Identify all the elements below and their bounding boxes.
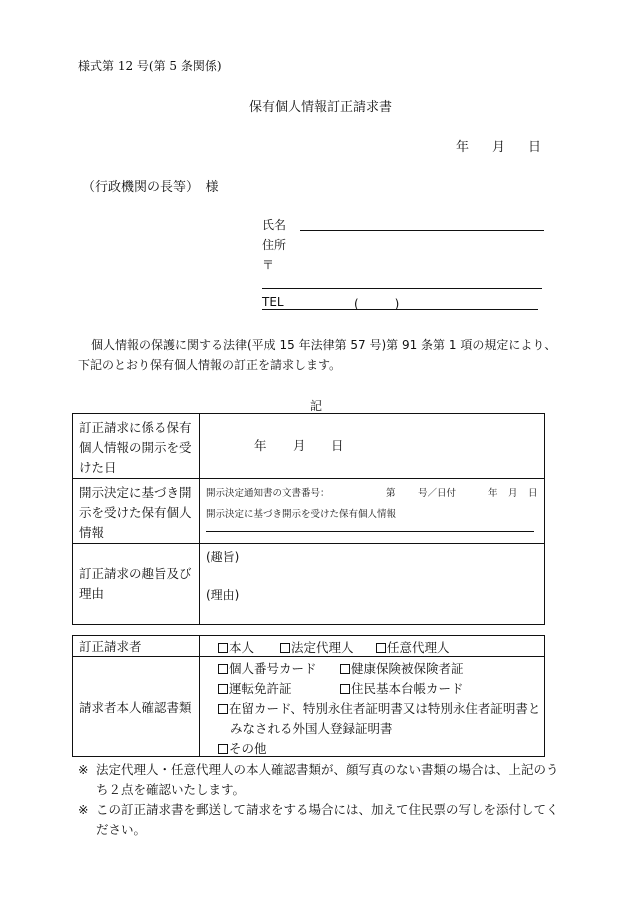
purpose-label: (趣旨) [206, 550, 240, 564]
checkbox-juki[interactable] [340, 684, 350, 694]
checkbox-legal-agent[interactable] [280, 643, 290, 653]
tel-line [262, 309, 538, 310]
disclosed-info-label: 開示決定に基づき開示を受けた保有個人情報 [79, 485, 192, 540]
id-other[interactable]: その他 [218, 739, 267, 757]
table-row [73, 544, 545, 625]
doc-date-year: 年 [488, 488, 498, 499]
requester-options-cell [200, 636, 545, 657]
form-number: 様式第 12 号(第 5 条関係) [78, 59, 222, 73]
date-day: 日 [528, 140, 542, 155]
note-1-line-2: ち２点を確認いたします。 [96, 782, 246, 797]
body-line-1: 個人情報の保護に関する法律(平成 15 年法律第 57 号)第 91 条第 1 項の規定により、 [91, 338, 557, 352]
table-row [73, 479, 545, 544]
name-label: 氏名 [262, 218, 287, 232]
disclosed-info-line [206, 531, 534, 532]
checkbox-self[interactable] [218, 643, 228, 653]
received-date-year: 年 [254, 438, 267, 453]
date-year: 年 [456, 140, 470, 155]
address-label: 住所 [262, 238, 287, 252]
note-2-line-2: ださい。 [96, 822, 147, 837]
doc-date-month: 月 [508, 488, 518, 499]
note-mark-1: ※ [78, 762, 89, 777]
ki-heading: 記 [310, 399, 323, 413]
disclosed-info-label-cell [73, 479, 200, 544]
id-residence-card[interactable]: 在留カード、特別永住者証明書又は特別永住者証明書と [218, 699, 540, 717]
id-docs-cell [200, 657, 545, 757]
checkbox-residence-card[interactable] [218, 704, 228, 714]
page-title: 保有個人情報訂正請求書 [249, 100, 393, 115]
table-row [73, 657, 545, 757]
tel-paren: ( ) [354, 297, 400, 311]
addressee: （行政機関の長等） 様 [82, 180, 219, 195]
option-legal-agent[interactable]: 法定代理人 [280, 638, 354, 656]
checkbox-voluntary-agent[interactable] [376, 643, 386, 653]
doc-number-go-date: 号／日付 [418, 488, 457, 499]
doc-number-dai: 第 [386, 488, 396, 499]
received-date-day: 日 [331, 438, 344, 453]
disclosed-info-sub-label: 開示決定に基づき開示を受けた保有個人情報 [206, 509, 397, 520]
doc-date-day: 日 [528, 488, 538, 499]
checkbox-license[interactable] [218, 684, 228, 694]
request-detail-table [72, 413, 545, 625]
id-docs-label-cell [73, 657, 200, 757]
reason-cell [200, 544, 545, 625]
note-1-line-1: 法定代理人・任意代理人の本人確認書類が、顔写真のない書類の場合は、上記のう [96, 762, 559, 777]
id-juki[interactable]: 住民基本台帳カード [340, 679, 464, 697]
reason-text-label: (理由) [206, 588, 240, 602]
id-license[interactable]: 運転免許証 [218, 679, 292, 697]
id-residence-card-line-2: みなされる外国人登録証明書 [230, 721, 393, 736]
checkbox-other[interactable] [218, 744, 228, 754]
name-line [300, 230, 544, 231]
option-self[interactable]: 本人 [218, 638, 254, 656]
postal-mark: 〒 [262, 258, 275, 272]
note-mark-2: ※ [78, 802, 89, 817]
received-date-label: 訂正請求に係る保有個人情報の開示を受けた日 [79, 420, 192, 475]
requester-label: 訂正請求者 [79, 639, 142, 654]
option-voluntary-agent[interactable]: 任意代理人 [376, 638, 450, 656]
date-month: 月 [492, 140, 506, 155]
tel-label: TEL [262, 295, 284, 309]
table-row [73, 414, 545, 479]
checkbox-mynumber[interactable] [218, 664, 228, 674]
address-line [262, 288, 542, 289]
requester-label-cell [73, 636, 200, 657]
body-line-2: 下記のとおり保有個人情報の訂正を請求します。 [78, 358, 342, 372]
disclosed-info-cell [200, 479, 545, 544]
received-date-label-cell [73, 414, 200, 479]
requester-table [72, 635, 545, 757]
reason-label: 訂正請求の趣旨及び理由 [79, 566, 192, 601]
checkbox-health-insurance[interactable] [340, 664, 350, 674]
note-2-line-1: この訂正請求書を郵送して請求をする場合には、加えて住民票の写しを添付してく [96, 802, 559, 817]
id-health-insurance[interactable]: 健康保険被保険者証 [340, 659, 464, 677]
reason-label-cell [73, 544, 200, 625]
received-date-cell [200, 414, 545, 479]
id-mynumber[interactable]: 個人番号カード [218, 659, 317, 677]
id-docs-label: 請求者本人確認書類 [79, 699, 192, 715]
received-date-month: 月 [293, 438, 306, 453]
table-row [73, 636, 545, 657]
doc-number-label: 開示決定通知書の文書番号： [206, 488, 330, 499]
